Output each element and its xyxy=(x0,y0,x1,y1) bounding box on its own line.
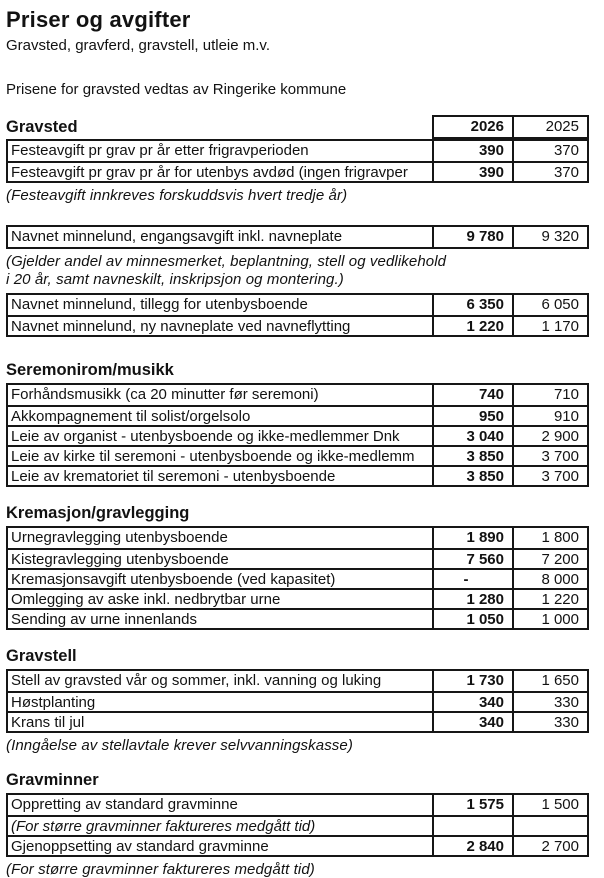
price-2025: 2 700 xyxy=(541,838,579,855)
price-2025: 1 170 xyxy=(541,318,579,335)
table-row xyxy=(8,795,587,815)
price-2026: 1 220 xyxy=(434,317,514,335)
price-2026: 7 560 xyxy=(434,550,514,568)
price-2025: 9 320 xyxy=(541,228,579,245)
row-label: Kistegravlegging utenbysboende xyxy=(8,550,434,568)
intro-text: Prisene for gravsted vedtas av Ringerike kommune xyxy=(6,81,347,98)
price-2026 xyxy=(434,817,514,835)
row-label: Oppretting av standard gravminne xyxy=(8,795,434,815)
page-title: Priser og avgifter xyxy=(6,7,191,32)
table-row xyxy=(8,835,587,855)
table-row xyxy=(8,315,587,335)
price-2025: 3 700 xyxy=(541,468,579,485)
row-label: Gjenoppsetting av standard gravminne xyxy=(8,837,434,855)
table-gravstell xyxy=(6,669,589,733)
table-seremonirom xyxy=(6,383,589,487)
row-label: Festeavgift pr grav pr år for utenbys avdød (ingen frigravper xyxy=(8,163,434,181)
price-2026: 3 850 xyxy=(434,447,514,465)
section-heading-kremasjon: Kremasjon/gravlegging xyxy=(6,504,190,522)
table-row xyxy=(8,588,587,608)
price-2025 xyxy=(514,817,587,835)
price-2026: 1 280 xyxy=(434,590,514,608)
table-row xyxy=(8,691,587,711)
section-heading-gravsted: Gravsted xyxy=(6,118,78,136)
table-row xyxy=(8,608,587,628)
row-label: Navnet minnelund, engangsavgift inkl. navneplate xyxy=(8,227,434,247)
price-2026: 1 730 xyxy=(434,671,514,691)
row-label: Leie av kirke til seremoni - utenbysboende og ikke-medlemm xyxy=(8,447,434,465)
table-gravsted xyxy=(6,139,589,183)
price-2026: 6 350 xyxy=(434,295,514,315)
row-label: (For større gravminner faktureres medgått tid) xyxy=(8,817,434,835)
row-label: Omlegging av aske inkl. nedbrytbar urne xyxy=(8,590,434,608)
footnote: i 20 år, samt navneskilt, inskripsjon og montering.) xyxy=(6,271,344,288)
row-label: Urnegravlegging utenbysboende xyxy=(8,528,434,548)
row-label: Navnet minnelund, tillegg for utenbysboende xyxy=(8,295,434,315)
table-row xyxy=(8,548,587,568)
section-heading-seremonirom: Seremonirom/musikk xyxy=(6,361,174,379)
row-label: Kremasjonsavgift utenbysboende (ved kapasitet) xyxy=(8,570,434,588)
section-heading-gravstell: Gravstell xyxy=(6,647,77,665)
section-gravsted-header xyxy=(6,115,589,139)
price-2026: 3 040 xyxy=(434,427,514,445)
price-2025: 910 xyxy=(553,408,579,425)
row-label: Høstplanting xyxy=(8,693,434,711)
table-row xyxy=(8,528,587,548)
price-2025: 1 650 xyxy=(541,672,579,689)
price-2026: 340 xyxy=(434,693,514,711)
footnote: (Gjelder andel av minnesmerket, beplantning, stell og vedlikehold xyxy=(6,253,447,270)
row-label: Stell av gravsted vår og sommer, inkl. vanning og luking xyxy=(8,671,434,691)
price-2025: 3 700 xyxy=(541,448,579,465)
price-2025: 370 xyxy=(553,164,579,181)
price-2026: 1 575 xyxy=(434,795,514,815)
price-2025: 8 000 xyxy=(541,571,579,588)
table-kremasjon xyxy=(6,526,589,630)
price-2025: 1 500 xyxy=(541,796,579,813)
table-row xyxy=(8,405,587,425)
price-2026: 1 890 xyxy=(434,528,514,548)
price-2026: 390 xyxy=(434,163,514,181)
price-2026: 950 xyxy=(434,407,514,425)
row-label: Sending av urne innenlands xyxy=(8,610,434,628)
table-row xyxy=(8,445,587,465)
table-row xyxy=(8,295,587,315)
price-2025: 6 050 xyxy=(541,296,579,313)
row-label: Krans til jul xyxy=(8,713,434,731)
table-row xyxy=(8,425,587,445)
page-subtitle: Gravsted, gravferd, gravstell, utleie m.v. xyxy=(6,37,270,54)
price-2025: 710 xyxy=(553,386,579,403)
table-note-row xyxy=(8,815,587,835)
row-label: Navnet minnelund, ny navneplate ved navneflytting xyxy=(8,317,434,335)
year-header-2025: 2025 xyxy=(545,118,579,135)
year-header-2026: 2026 xyxy=(434,117,514,137)
price-2026: 740 xyxy=(434,385,514,405)
price-2025: 330 xyxy=(553,694,579,711)
price-2026: 390 xyxy=(434,141,514,161)
price-2025: 1 800 xyxy=(541,529,579,546)
footnote: (For større gravminner faktureres medgått tid) xyxy=(6,861,315,878)
footnote: (Festeavgift innkreves forskuddsvis hvert tredje år) xyxy=(6,187,348,204)
price-2025: 370 xyxy=(553,142,579,159)
table-minnelund-a xyxy=(6,225,589,249)
table-row xyxy=(8,465,587,485)
footnote: (Inngåelse av stellavtale krever selvvanningskasse) xyxy=(6,737,353,754)
price-2026: - xyxy=(434,570,514,588)
section-heading-gravminner: Gravminner xyxy=(6,771,99,789)
row-label: Leie av organist - utenbysboende og ikke-medlemmer Dnk xyxy=(8,427,434,445)
year-header xyxy=(432,115,589,139)
table-row xyxy=(8,711,587,731)
table-minnelund-b xyxy=(6,293,589,337)
price-2026: 1 050 xyxy=(434,610,514,628)
row-label: Forhåndsmusikk (ca 20 minutter før seremoni) xyxy=(8,385,434,405)
row-label: Leie av krematoriet til seremoni - utenbysboende xyxy=(8,467,434,485)
price-2026: 340 xyxy=(434,713,514,731)
price-2025: 1 220 xyxy=(541,591,579,608)
row-label: Akkompagnement til solist/orgelsolo xyxy=(8,407,434,425)
price-2025: 1 000 xyxy=(541,611,579,628)
price-2025: 330 xyxy=(553,714,579,731)
row-label: Festeavgift pr grav pr år etter frigravperioden xyxy=(8,141,434,161)
table-row xyxy=(8,385,587,405)
table-gravminner xyxy=(6,793,589,857)
table-row xyxy=(8,671,587,691)
table-row xyxy=(8,141,587,161)
price-2025: 7 200 xyxy=(541,551,579,568)
table-row xyxy=(8,161,587,181)
price-2026: 3 850 xyxy=(434,467,514,485)
table-row xyxy=(8,227,587,247)
price-2026: 2 840 xyxy=(434,837,514,855)
table-row xyxy=(8,568,587,588)
price-2025: 2 900 xyxy=(541,428,579,445)
price-2026: 9 780 xyxy=(434,227,514,247)
